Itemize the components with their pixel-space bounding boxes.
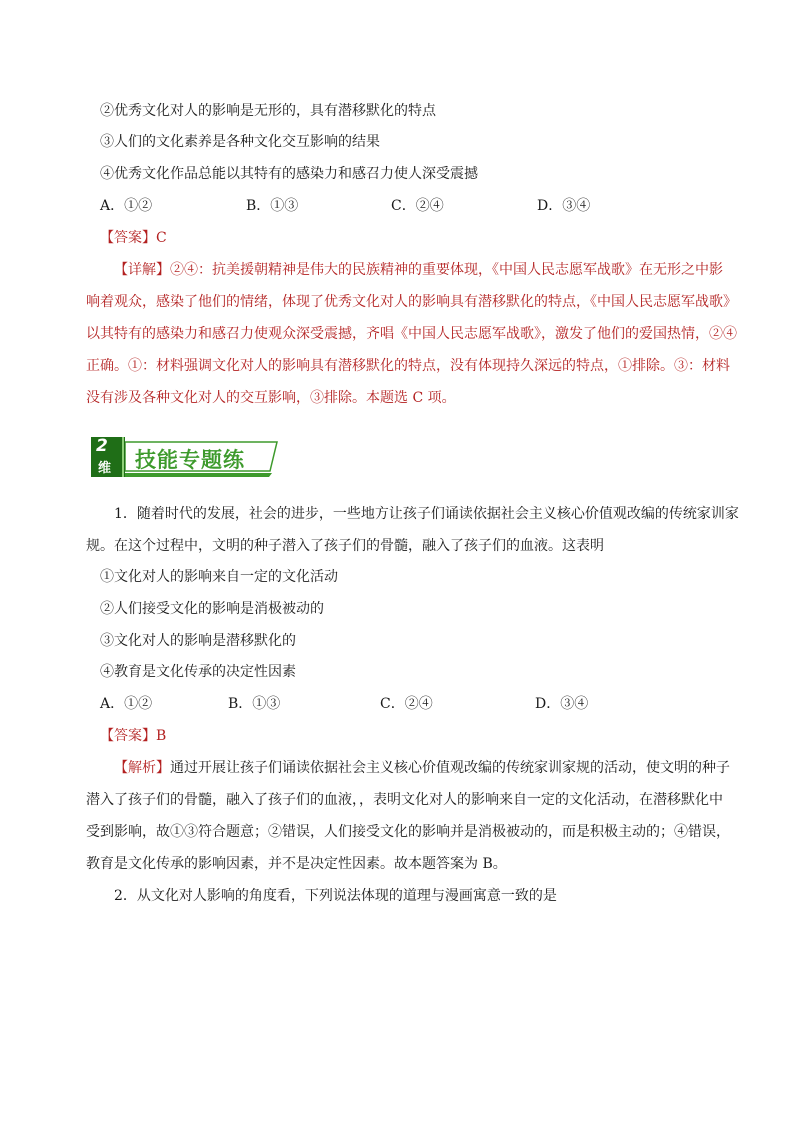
q1-item-4: ④教育是文化传承的决定性因素 [100, 664, 296, 680]
detail-paragraph [86, 254, 737, 414]
q1-item-2: ②人们接受文化的影响是消极被动的 [100, 601, 324, 617]
option-d: D．③④ [537, 198, 591, 214]
q1-analysis [86, 752, 730, 880]
q1-analysis-line-1: 通过开展让孩子们诵读依据社会主义核心价值观改编的传统家训家规的活动，使文明的种子 [170, 760, 730, 776]
banner-badge-number: 2 [96, 436, 108, 456]
q1-stem-line-1: 1．随着时代的发展，社会的进步，一些地方让孩子们诵读依据社会主义核心价值观改编的传统家训家 [114, 506, 739, 522]
choice-item-3: ③人们的文化素养是各种文化交互影响的结果 [100, 134, 380, 150]
q1-answer-line [100, 726, 166, 746]
q1-item-1: ①文化对人的影响来自一定的文化活动 [100, 569, 338, 585]
q1-analysis-line-2: 潜入了孩子们的骨髓，融入了孩子们的血液，，表明文化对人的影响来自一定的文化活动，在潜移默化中 [86, 792, 723, 808]
q1-option-b: B．①③ [228, 696, 281, 712]
q1-answer-value: B [156, 728, 167, 744]
detail-line-4: 正确。①：材料强调文化对人的影响具有潜移默化的特点，没有体现持久深远的特点，①排除。③：材料 [86, 358, 730, 374]
q1-answer-tag: 【答案】 [100, 728, 156, 744]
answer-tag: 【答案】 [100, 230, 156, 246]
q1-stem-line-2: 规。在这个过程中，文明的种子潜入了孩子们的骨髓，融入了孩子们的血液。这表明 [86, 538, 604, 554]
section-title: 技能专题练 [135, 448, 245, 472]
detail-line-1: ②④：抗美援朝精神是伟大的民族精神的重要体现，《中国人民志愿军战歌》在无形之中影 [170, 262, 723, 278]
detail-line-2: 响着观众，感染了他们的情绪，体现了优秀文化对人的影响具有潜移默化的特点，《中国人民志愿军战歌》 [86, 294, 737, 310]
q1-analysis-tag: 【解析】 [114, 760, 170, 776]
q1-option-a: A．①② [100, 696, 153, 712]
detail-line-5: 没有涉及各种文化对人的交互影响，③排除。本题选 C 项。 [86, 390, 456, 406]
detail-line-3: 以其特有的感染力和感召力使观众深受震撼，齐唱《中国人民志愿军战歌》，激发了他们的爱国热情，②④ [86, 326, 737, 342]
q1-option-c: C．②④ [380, 696, 433, 712]
choice-item-2: ②优秀文化对人的影响是无形的，具有潜移默化的特点 [100, 103, 436, 119]
option-a: A．①② [100, 198, 153, 214]
q2-stem: 2．从文化对人影响的角度看，下列说法体现的道理与漫画寓意一致的是 [114, 888, 557, 904]
option-b: B．①③ [246, 198, 299, 214]
q1-stem [86, 498, 739, 562]
answer-value: C [156, 230, 167, 246]
option-c: C．②④ [391, 198, 444, 214]
section-banner [89, 433, 279, 481]
choice-item-4: ④优秀文化作品总能以其特有的感染力和感召力使人深受震撼 [100, 166, 478, 182]
q1-analysis-line-3: 受到影响，故①③符合题意；②错误，人们接受文化的影响并是消极被动的，而是积极主动的；④错误， [86, 824, 730, 840]
banner-badge-char: 维 [98, 461, 112, 476]
q1-analysis-line-4: 教育是文化传承的影响因素，并不是决定性因素。故本题答案为 B。 [86, 856, 507, 872]
detail-tag: 【详解】 [114, 262, 170, 278]
answer-line [100, 228, 167, 248]
q1-item-3: ③文化对人的影响是潜移默化的 [100, 633, 296, 649]
q1-option-d: D．③④ [535, 696, 589, 712]
